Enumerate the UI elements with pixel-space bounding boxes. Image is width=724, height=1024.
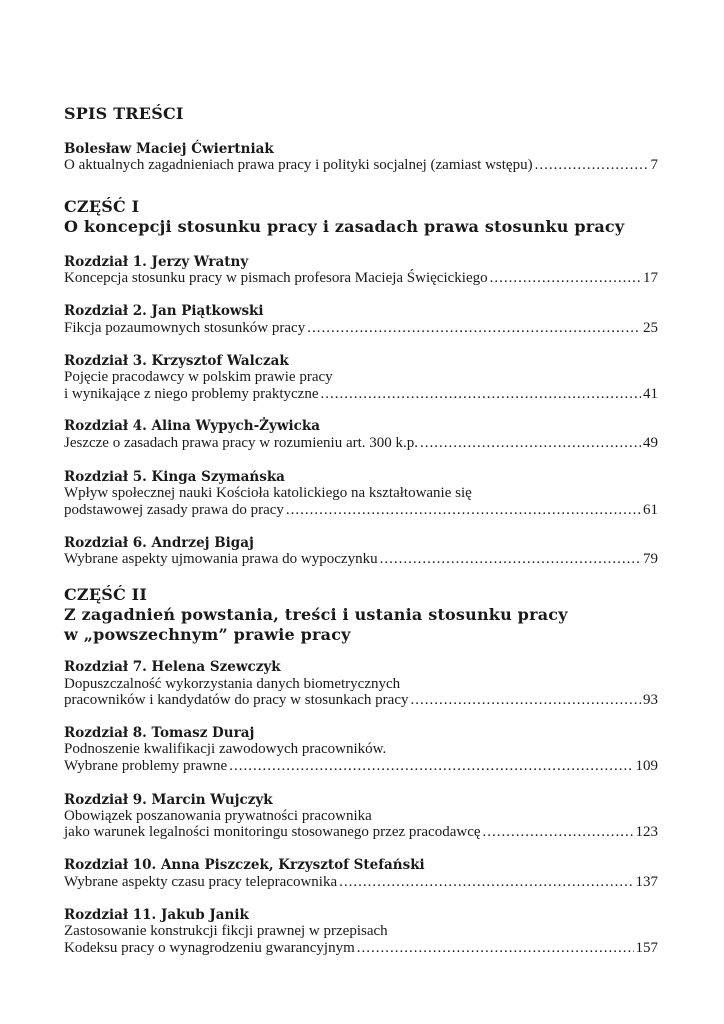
chapter-5-line-2 [64,502,658,519]
chapter-10-line-1 [64,874,658,891]
dot-leader [490,270,641,287]
intro-entry-line [64,157,658,174]
chapter-1-line-1 [64,270,658,287]
chapter-8-author: Rozdział 8. Tomasz Duraj [64,725,255,741]
chapter-5-page: 61 [643,502,658,518]
chapter-5-title-1: Wpływ społecznej nauki Kościoła katolickiego na kształtowanie się [64,485,472,501]
chapter-4-page: 49 [643,435,658,451]
chapter-8-page: 109 [635,758,658,774]
dot-leader [357,940,634,957]
chapter-11-line-2 [64,940,658,957]
chapter-8-title-1: Podnoszenie kwalifikacji zawodowych pracowników. [64,741,387,757]
chapter-11-author: Rozdział 11. Jakub Janik [64,907,249,923]
chapter-3-page: 41 [643,386,658,402]
chapter-10-page: 137 [635,874,658,890]
chapter-3-author: Rozdział 3. Krzysztof Walczak [64,353,289,369]
intro-page-number: 7 [650,157,658,173]
chapter-7-page: 93 [643,692,658,708]
dot-leader [307,320,641,337]
chapter-8-line-2 [64,758,658,775]
chapter-9-line-1 [64,808,658,825]
dot-leader [339,874,633,891]
part-1-label: CZĘŚĆ I [64,197,140,216]
dot-leader [483,824,634,841]
chapter-3-title-1: Pojęcie pracodawcy w polskim prawie pracy [64,369,333,385]
chapter-7-title-1: Dopuszczalność wykorzystania danych biometrycznych [64,676,401,692]
part-2-title-line-2: w „powszechnym” prawie pracy [64,625,351,644]
chapter-7-title-2: pracowników i kandydatów do pracy w stosunkach pracy [64,692,409,708]
chapter-2-author: Rozdział 2. Jan Piątkowski [64,303,264,319]
chapter-7-line-1 [64,676,658,693]
intro-author: Bolesław Maciej Ćwiertniak [64,141,274,157]
dot-leader [229,758,633,775]
chapter-2-page: 25 [643,320,658,336]
part-2-label: CZĘŚĆ II [64,585,148,604]
dot-leader [380,551,641,568]
chapter-11-title-2: Kodeksu pracy o wynagrodzeniu gwarancyjnym [64,940,355,956]
chapter-8-title-2: Wybrane problemy prawne [64,758,228,774]
dot-leader [535,157,649,174]
part-1-title: O koncepcji stosunku pracy i zasadach prawa stosunku pracy [64,217,625,236]
chapter-9-title-1: Obowiązek poszanowania prywatności pracownika [64,808,372,824]
chapter-3-title-2: i wynikające z niego problemy praktyczne [64,386,319,402]
chapter-4-title: Jeszcze o zasadach prawa pracy w rozumieniu art. 300 k.p. [64,435,419,451]
chapter-11-page: 157 [635,940,658,956]
chapter-6-author: Rozdział 6. Andrzej Bigaj [64,535,254,551]
chapter-11-line-1 [64,923,658,940]
chapter-2-title: Fikcja pozaumownych stosunków pracy [64,320,306,336]
chapter-2-line-1 [64,320,658,337]
chapter-9-title-2: jako warunek legalności monitoringu stosowanego przez pracodawcę [64,824,481,840]
dot-leader [420,435,641,452]
part-2-title-line-1: Z zagadnień powstania, treści i ustania stosunku pracy [64,605,568,624]
chapter-7-line-2 [64,692,658,709]
chapter-9-author: Rozdział 9. Marcin Wujczyk [64,792,273,808]
chapter-5-title-2: podstawowej zasady prawa do pracy [64,502,284,518]
chapter-1-page: 17 [643,270,658,286]
chapter-5-line-1 [64,485,658,502]
chapter-4-author: Rozdział 4. Alina Wypych-Żywicka [64,418,320,434]
chapter-9-page: 123 [635,824,658,840]
chapter-1-title: Koncepcja stosunku pracy w pismach profesora Macieja Święcickiego [64,270,488,286]
chapter-4-line-1 [64,435,658,452]
dot-leader [411,692,642,709]
chapter-6-line-1 [64,551,658,568]
chapter-5-author: Rozdział 5. Kinga Szymańska [64,469,285,485]
chapter-7-author: Rozdział 7. Helena Szewczyk [64,659,281,675]
chapter-3-line-1 [64,369,658,386]
dot-leader [320,386,641,403]
chapter-9-line-2 [64,824,658,841]
dot-leader [286,502,641,519]
chapter-3-line-2 [64,386,658,403]
toc-title: SPIS TREŚCI [64,104,184,123]
chapter-1-author: Rozdział 1. Jerzy Wratny [64,254,249,270]
chapter-10-title: Wybrane aspekty czasu pracy telepracownika [64,874,338,890]
intro-entry-title: O aktualnych zagadnieniach prawa pracy i polityki socjalnej (zamiast wstępu) [64,157,533,173]
chapter-6-title: Wybrane aspekty ujmowania prawa do wypoczynku [64,551,378,567]
chapter-8-line-1 [64,741,658,758]
chapter-11-title-1: Zastosowanie konstrukcji fikcji prawnej w przepisach [64,923,388,939]
chapter-6-page: 79 [643,551,658,567]
chapter-10-author: Rozdział 10. Anna Piszczek, Krzysztof Stefański [64,857,425,873]
